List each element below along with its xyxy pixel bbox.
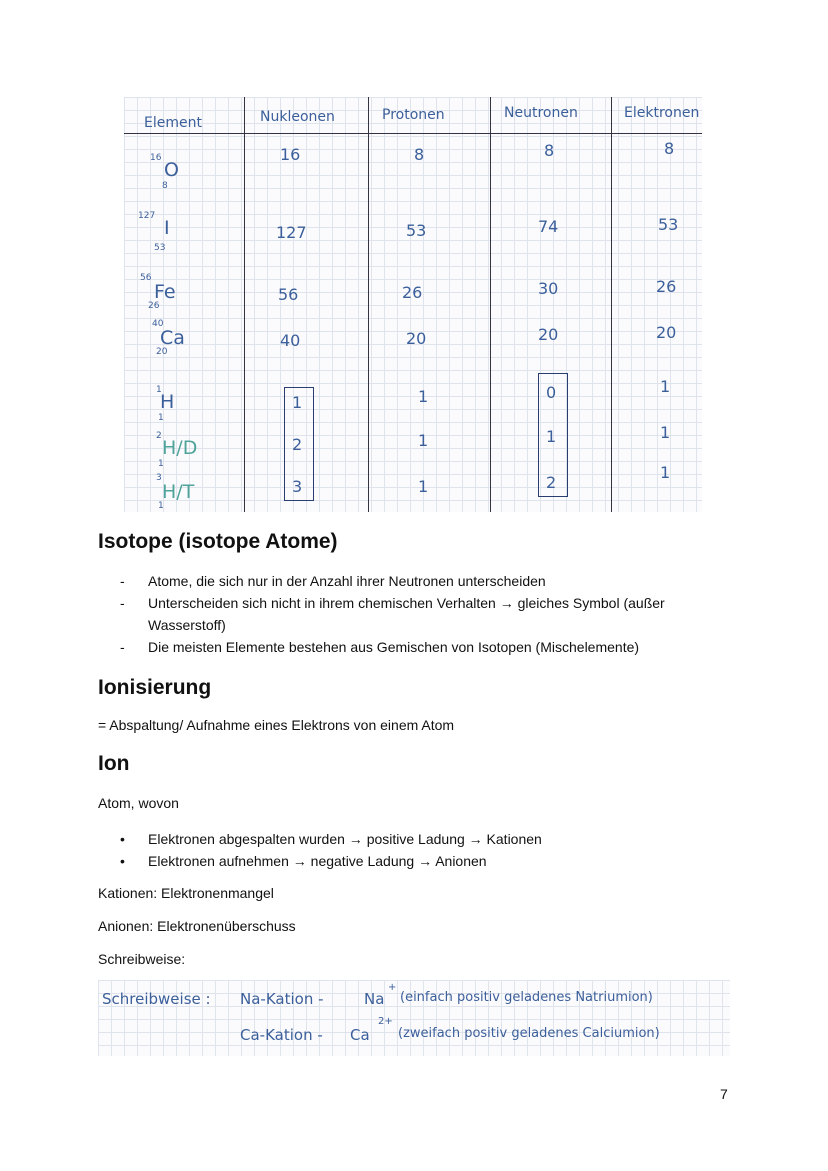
cell-protonen: 1: [418, 477, 429, 496]
atomic-number: 53: [154, 243, 166, 253]
cell-protonen: 53: [406, 221, 427, 240]
cell-elektronen: 1: [660, 377, 671, 396]
cell-nukleonen: 3: [292, 477, 303, 496]
mass-number: 127: [138, 211, 156, 221]
cell-nukleonen: 16: [280, 145, 301, 164]
hw-ca-note: (zweifach positiv geladenes Calciumion): [398, 1026, 660, 1041]
cell-protonen: 1: [418, 431, 429, 450]
heading-ionisierung: Ionisierung: [98, 676, 212, 699]
table-column-rule: [490, 97, 491, 512]
cell-elektronen: 1: [660, 423, 671, 442]
page-number: 7: [720, 1086, 728, 1102]
atomic-number: 1: [158, 413, 164, 423]
mass-number: 1: [156, 385, 162, 395]
anionen-text: Anionen: Elektronenüberschuss: [98, 918, 296, 934]
hydrogen-nukleonen-box: [284, 387, 314, 501]
hw-ca-name: Ca-Kation -: [240, 1026, 323, 1044]
cell-elektronen: 53: [658, 215, 679, 234]
list-item: - Unterscheiden sich nicht in ihrem chemischen Verhalten → gleiches Symbol (außer Wasserstoff): [120, 595, 665, 633]
header-nukleonen: Nukleonen: [260, 109, 335, 125]
element-symbol: O: [164, 159, 179, 181]
element-symbol: H/D: [162, 437, 198, 459]
hw-na-name: Na-Kation -: [240, 990, 324, 1008]
cell-nukleonen: 56: [278, 285, 299, 304]
cell-neutronen: 8: [544, 141, 555, 160]
ionisierung-definition: = Abspaltung/ Aufnahme eines Elektrons von einem Atom: [98, 717, 455, 733]
cell-elektronen: 8: [664, 139, 675, 158]
isotope-list: [98, 570, 738, 658]
header-neutronen: Neutronen: [504, 105, 578, 121]
atomic-number: 26: [148, 301, 160, 311]
cell-nukleonen: 127: [276, 223, 307, 242]
table-column-rule: [244, 97, 245, 512]
hw-ca-symbol: Ca: [350, 1026, 370, 1044]
cell-neutronen: 1: [546, 427, 557, 446]
heading-isotope: Isotope (isotope Atome): [98, 530, 338, 553]
cell-protonen: 8: [414, 145, 425, 164]
element-symbol: I: [164, 217, 170, 239]
table-column-rule: [611, 97, 612, 512]
hw-label: Schreibweise :: [102, 990, 211, 1008]
list-item: - Die meisten Elemente bestehen aus Gemischen von Isotopen (Mischelemente): [120, 639, 640, 655]
cell-neutronen: 20: [538, 325, 559, 344]
element-symbol: Fe: [154, 281, 176, 303]
table-header-rule: [124, 133, 702, 134]
schreibweise-label: Schreibweise:: [98, 951, 186, 967]
kationen-text: Kationen: Elektronenmangel: [98, 885, 274, 901]
cell-elektronen: 1: [660, 463, 671, 482]
hw-ca-charge: 2+: [378, 1016, 393, 1027]
cell-elektronen: 26: [656, 277, 677, 296]
cell-neutronen: 74: [538, 217, 559, 236]
element-symbol: H/T: [162, 481, 195, 503]
list-item: • Elektronen aufnehmen → negative Ladung → Anionen: [120, 853, 487, 869]
atomic-number: 1: [158, 459, 164, 469]
cell-protonen: 20: [406, 329, 427, 348]
cell-nukleonen: 40: [280, 331, 301, 350]
mass-number: 40: [152, 319, 164, 329]
mass-number: 16: [150, 153, 162, 163]
schreibweise-image: [98, 980, 730, 1056]
cell-protonen: 26: [402, 283, 423, 302]
hw-na-charge: +: [388, 982, 397, 993]
element-symbol: Ca: [160, 327, 185, 349]
list-item: - Atome, die sich nur in der Anzahl ihrer Neutronen unterscheiden: [120, 573, 546, 589]
mass-number: 56: [140, 273, 152, 283]
atomic-number: 1: [158, 501, 164, 511]
header-element: Element: [144, 115, 202, 131]
hw-na-note: (einfach positiv geladenes Natriumion): [400, 990, 653, 1005]
cell-neutronen: 2: [546, 473, 557, 492]
header-elektronen: Elektronen: [624, 105, 700, 121]
mass-number: 2: [156, 431, 162, 441]
heading-ion: Ion: [98, 752, 130, 775]
atomic-number: 20: [156, 347, 168, 357]
ion-intro: Atom, wovon: [98, 795, 179, 811]
element-symbol: H: [160, 391, 175, 413]
cell-neutronen: 30: [538, 279, 559, 298]
cell-nukleonen: 1: [292, 393, 303, 412]
cell-protonen: 1: [418, 387, 429, 406]
ion-list: [98, 828, 738, 872]
cell-nukleonen: 2: [292, 435, 303, 454]
atomic-number: 8: [162, 181, 168, 191]
list-item: • Elektronen abgespalten wurden → positive Ladung → Kationen: [120, 831, 542, 847]
mass-number: 3: [156, 473, 162, 483]
cell-neutronen: 0: [546, 383, 557, 402]
hw-na-symbol: Na: [364, 990, 385, 1008]
cell-elektronen: 20: [656, 323, 677, 342]
table-column-rule: [368, 97, 369, 512]
header-protonen: Protonen: [382, 107, 445, 123]
hydrogen-neutronen-box: [538, 373, 568, 497]
isotope-table-image: [124, 97, 702, 512]
